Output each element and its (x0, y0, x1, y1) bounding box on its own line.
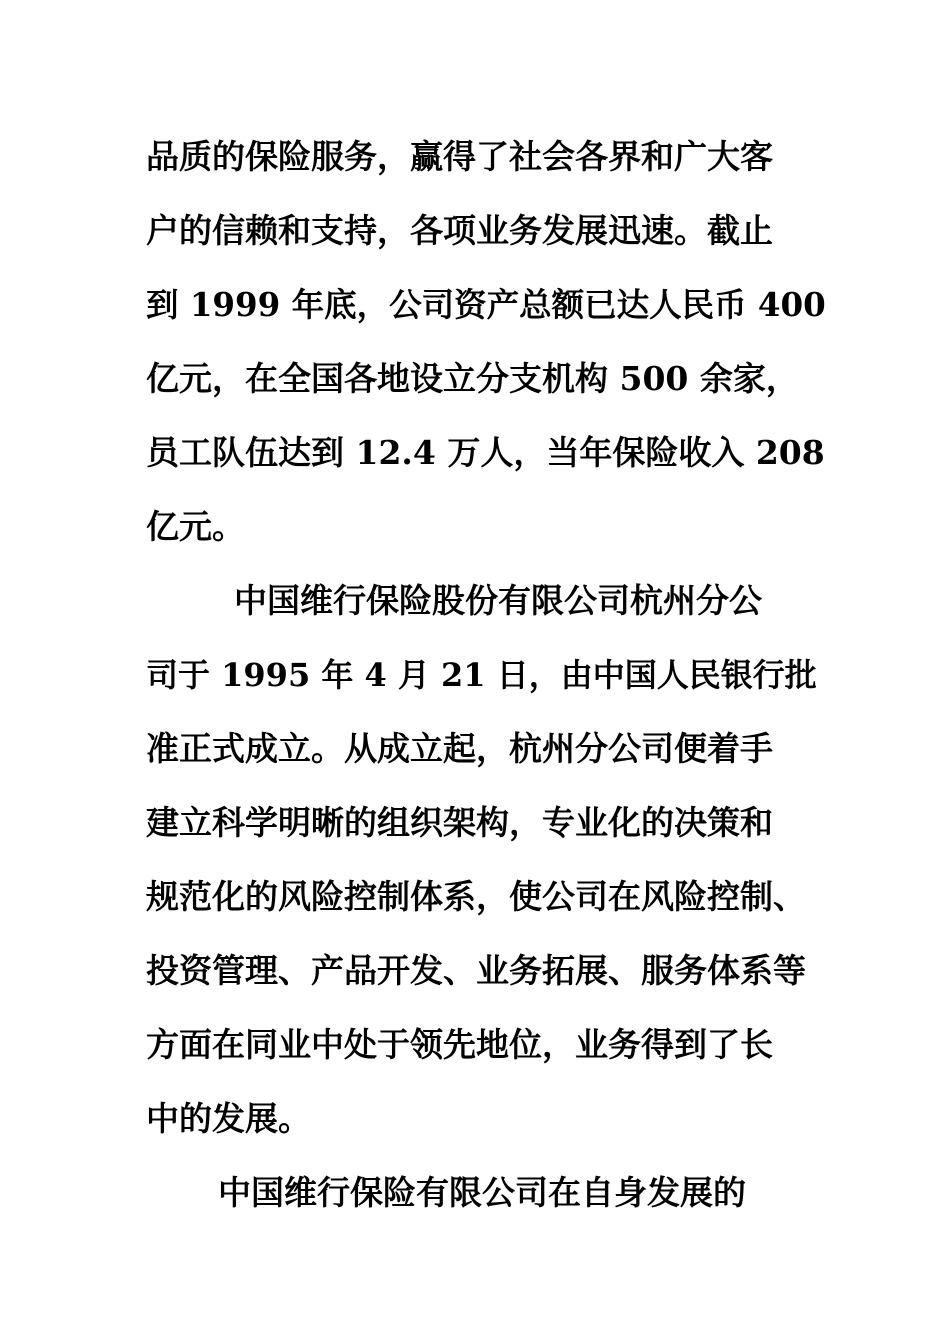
text-line: 到 1999 年底，公司资产总额已达人民币 400 (146, 285, 826, 324)
paragraph-start-line: 中国维行保险有限公司在自身发展的 (218, 1173, 746, 1212)
text-line: 员工队伍达到 12.4 万人，当年保险收入 208 (146, 433, 825, 472)
text-line: 中的发展。 (146, 1099, 311, 1138)
text-line: 亿元，在全国各地设立分支机构 500 余家， (146, 359, 799, 398)
text-line: 投资管理、产品开发、业务拓展、服务体系等 (146, 951, 806, 990)
text-line: 准正式成立。从成立起，杭州分公司便着手 (146, 729, 773, 768)
text-line: 方面在同业中处于领先地位，业务得到了长 (146, 1025, 773, 1064)
text-line: 建立科学明晰的组织架构，专业化的决策和 (146, 803, 773, 842)
paragraph-start-line: 中国维行保险股份有限公司杭州分公 (234, 581, 762, 620)
text-line: 户的信赖和支持，各项业务发展迅速。截止 (146, 211, 773, 250)
text-line: 司于 1995 年 4 月 21 日，由中国人民银行批 (146, 656, 817, 694)
text-line: 品质的保险服务，赢得了社会各界和广大客 (146, 137, 773, 176)
body-text (146, 120, 826, 1230)
text-line: 规范化的风险控制体系，使公司在风险控制、 (146, 877, 806, 916)
text-line: 亿元。 (146, 507, 245, 546)
